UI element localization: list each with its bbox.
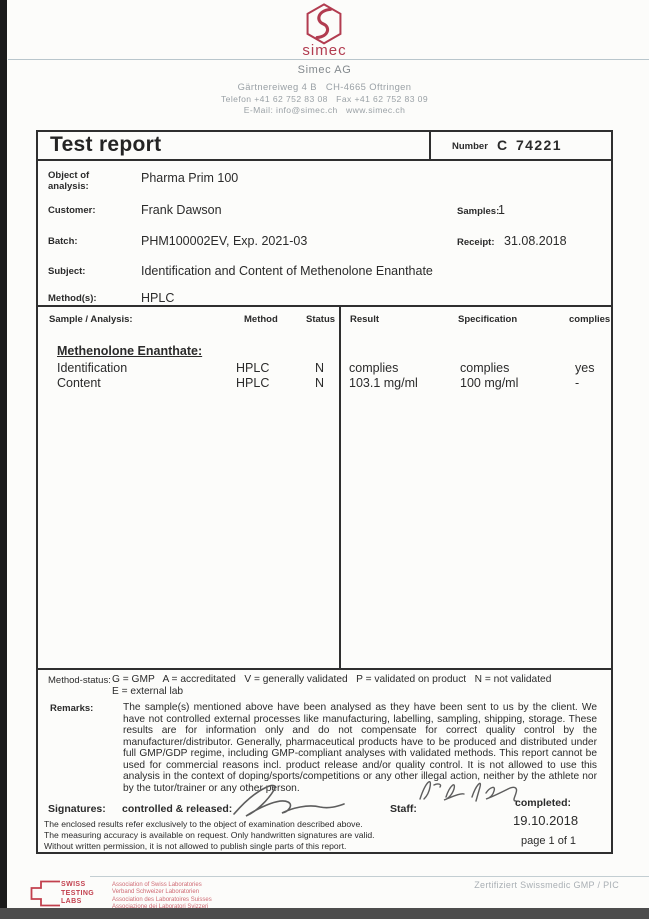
results-column-divider xyxy=(339,307,341,668)
receipt-value: 31.08.2018 xyxy=(504,234,567,248)
table-row-result: complies xyxy=(349,361,399,375)
column-header-complies: complies xyxy=(569,314,611,325)
certification-note: Zertifiziert Swissmedic GMP / PIC xyxy=(474,880,619,890)
customer-label: Customer: xyxy=(48,205,96,216)
footer-divider xyxy=(90,876,649,877)
completed-label: completed: xyxy=(515,797,572,809)
column-header-status: Status xyxy=(306,314,336,325)
analyte-group-title: Methenolone Enanthate: xyxy=(57,344,203,358)
column-header-sample-analysis: Sample / Analysis: xyxy=(49,314,133,325)
table-row-result: 103.1 mg/ml xyxy=(349,376,418,390)
report-title: Test report xyxy=(50,133,162,156)
signatures-label: Signatures: xyxy=(48,803,106,815)
table-row-status: N xyxy=(315,376,325,390)
batch-value: PHM100002EV, Exp. 2021-03 xyxy=(141,234,308,248)
report-frame xyxy=(36,130,613,854)
title-bar xyxy=(38,132,611,161)
customer-value: Frank Dawson xyxy=(141,203,222,217)
stl-word-testing: TESTING xyxy=(61,889,95,897)
association-line: Association of Swiss Laboratories xyxy=(112,882,202,888)
remarks-text: The sample(s) mentioned above have been analysed as they have been sent to us by the client. We have not controlled external processes like manufacturing, labelling, sampling, shipping, storage. These results are for information only and do not compensate for correct quality control by the manufacturer/distributor. Generally, pharmaceutical products have to be produced and distributed under full GMP/GDP regime, including GMP-compliant analyses with validated methods. This report cannot be used for commercial reasons incl. product release and/or quality control. It is not allowed to use this analysis in the context of doping/sports/competitions or any other illegal action, neither by the athlete nor by the tutor/trainer or any other person. xyxy=(123,702,597,794)
samples-label: Samples: xyxy=(457,206,500,217)
samples-value: 1 xyxy=(498,203,505,217)
method-status-label: Method-status: xyxy=(48,675,111,686)
report-number-prefix: C xyxy=(497,137,508,153)
swiss-testing-labs-wordmark xyxy=(61,881,94,907)
title-divider xyxy=(429,132,431,159)
object-of-analysis-value: Pharma Prim 100 xyxy=(141,171,239,185)
column-header-specification: Specification xyxy=(458,314,518,325)
batch-label: Batch: xyxy=(48,236,78,247)
method-status-legend-line1: G = GMP A = accreditated V = generally validated P = validated on product N = not validated xyxy=(112,674,552,685)
stl-word-swiss: SWISS xyxy=(61,881,86,888)
subject-label: Subject: xyxy=(48,266,86,277)
swiss-testing-labs-logo-icon xyxy=(30,880,62,907)
column-header-method: Method xyxy=(244,314,278,325)
letterhead-divider xyxy=(8,59,649,60)
fine-print-line: The measuring accuracy is available on request. Only handwritten signatures are valid. xyxy=(44,830,375,840)
association-line: Verband Schweizer Laboratorien xyxy=(112,889,200,896)
simec-logo-wordmark: simec xyxy=(302,42,347,59)
stl-word-labs: LABS xyxy=(61,898,82,906)
company-address: Gärtnereiweg 4 B CH-4665 Oftringen xyxy=(237,81,412,92)
methods-value: HPLC xyxy=(141,291,175,305)
table-row-method: HPLC xyxy=(236,361,270,375)
page-indicator: page 1 of 1 xyxy=(521,835,577,847)
association-line: Association des Laboratoires Suisses xyxy=(112,896,212,903)
staff-label: Staff: xyxy=(390,803,417,815)
object-of-analysis-label: Object of analysis: xyxy=(48,170,90,192)
remarks-label: Remarks: xyxy=(50,703,94,714)
association-line: Associazione dei Laboratori Svizzeri xyxy=(112,903,209,910)
company-name: Simec AG xyxy=(297,64,352,76)
method-status-legend-line2: E = external lab xyxy=(112,686,184,697)
association-names xyxy=(112,882,212,911)
table-row-status: N xyxy=(315,361,325,375)
table-row-analysis: Content xyxy=(57,376,101,390)
table-row-complies: - xyxy=(575,376,580,390)
methods-label: Method(s): xyxy=(48,293,97,304)
controlled-released-signature-icon xyxy=(228,782,348,820)
controlled-released-label: controlled & released: xyxy=(122,803,233,815)
fine-print-line: Without written permission, it is not allowed to publish single parts of this report. xyxy=(44,841,347,851)
subject-value: Identification and Content of Methenolone Enanthate xyxy=(141,264,433,278)
report-number-value: 74221 xyxy=(516,137,562,153)
column-header-result: Result xyxy=(350,314,380,325)
fine-print-line: The enclosed results refer exclusively to the object of examination described above. xyxy=(44,819,363,829)
simec-logo-icon xyxy=(304,3,344,45)
report-number-label: Number xyxy=(452,141,488,152)
company-email-web: E-Mail: info@simec.ch www.simec.ch xyxy=(243,105,406,115)
company-phone-fax: Telefon +41 62 752 83 08 Fax +41 62 752 83 09 xyxy=(220,94,429,104)
scan-artifact-bottom-edge xyxy=(0,908,649,919)
table-row-method: HPLC xyxy=(236,376,270,390)
table-row-analysis: Identification xyxy=(57,361,128,375)
results-table xyxy=(38,305,611,670)
receipt-label: Receipt: xyxy=(457,237,495,248)
table-row-specification: complies xyxy=(460,361,510,375)
table-row-complies: yes xyxy=(575,361,595,375)
scan-artifact-left-edge xyxy=(0,0,7,908)
table-row-specification: 100 mg/ml xyxy=(460,376,519,390)
completed-date: 19.10.2018 xyxy=(513,813,579,828)
staff-signature-icon xyxy=(416,775,526,807)
